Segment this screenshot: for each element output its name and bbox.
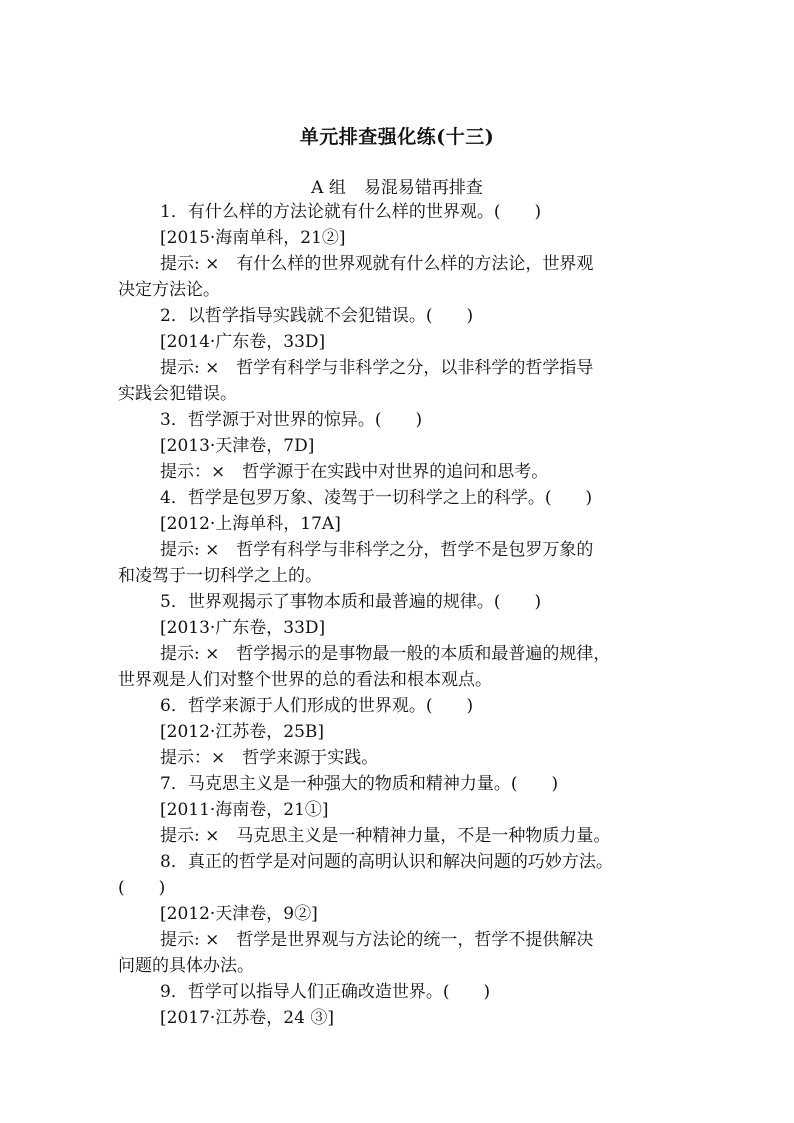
text-line: 决定方法论。 [118,280,220,300]
text-line: [2013·广东卷，33D] [160,618,326,638]
text-line: [2011·海南卷，21①] [160,800,329,820]
text-line: 2．以哲学指导实践就不会犯错误。( ) [160,306,474,326]
page-title: 单元排查强化练(十三) [299,126,495,148]
text-line: 实践会犯错误。 [118,384,237,404]
text-line: 提示：× 哲学来源于实践。 [160,748,379,768]
text-line: [2013·天津卷，7D] [160,436,315,456]
section-heading [0,173,794,198]
text-line: ( ) [118,878,166,898]
text-line: 提示：× 哲学源于在实践中对世界的追问和思考。 [160,462,549,482]
text-line: 提示: × 哲学有科学与非科学之分，哲学不是包罗万象的 [160,540,594,560]
section-group: A 组 [311,178,346,198]
text-line: 提示: × 哲学揭示的是事物最一般的本质和最普遍的规律， [160,644,611,664]
text-line: 问题的具体办法。 [118,956,254,976]
section-name: 易混易错再排查 [363,178,483,198]
text-line: 提示: × 哲学是世界观与方法论的统一，哲学不提供解决 [160,930,594,950]
text-line: 提示: × 马克思主义是一种精神力量，不是一种物质力量。 [160,826,611,846]
text-line: 提示: × 有什么样的世界观就有什么样的方法论，世界观 [160,254,594,274]
text-line: [2012·天津卷，9②] [160,904,318,924]
text-line: 1．有什么样的方法论就有什么样的世界观。( ) [160,202,542,222]
text-line: 9．哲学可以指导人们正确改造世界。( ) [160,982,491,1002]
text-line: [2017·江苏卷，24 ③] [160,1008,334,1028]
text-line: 6．哲学来源于人们形成的世界观。( ) [160,696,474,716]
text-line: 8．真正的哲学是对问题的高明认识和解决问题的巧妙方法。 [160,852,613,872]
text-line: [2012·上海单科，17A] [160,514,341,534]
text-line: [2012·江苏卷，25B] [160,722,325,742]
text-line: 世界观是人们对整个世界的总的看法和根本观点。 [118,670,492,690]
text-line: 4．哲学是包罗万象、凌驾于一切科学之上的科学。( ) [160,488,593,508]
text-line: [2014·广东卷，33D] [160,332,326,352]
question-list [118,199,688,1031]
text-line: 3．哲学源于对世界的惊异。( ) [160,410,423,430]
text-line: 和凌驾于一切科学之上的。 [118,566,322,586]
text-line: 提示: × 哲学有科学与非科学之分，以非科学的哲学指导 [160,358,594,378]
text-line: [2015·海南单科，21②] [160,228,346,248]
text-line: 7．马克思主义是一种强大的物质和精神力量。( ) [160,774,559,794]
text-line: 5．世界观揭示了事物本质和最普遍的规律。( ) [160,592,542,612]
